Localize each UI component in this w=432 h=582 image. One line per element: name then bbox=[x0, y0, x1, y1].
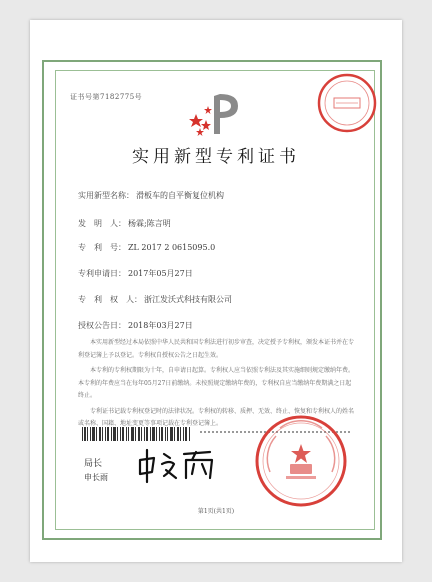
field-inventor bbox=[78, 218, 171, 229]
office-title-label: 局长 bbox=[84, 459, 103, 469]
field-label: 专 利 号： bbox=[78, 243, 126, 252]
field-value: 2017年05月27日 bbox=[128, 269, 193, 278]
field-utility-name bbox=[78, 190, 224, 201]
field-value: 2018年03月27日 bbox=[128, 321, 193, 330]
field-patentee bbox=[78, 294, 232, 305]
field-value: 杨霖;陈言明 bbox=[128, 219, 171, 228]
body-paragraph: 专利证书记载专利权登记时的法律状况。专利权的转移、质押、无效、终止、恢复和专利权人的姓名或名称、国籍、地址变更等事项记载在专利登记簿上。 bbox=[78, 407, 355, 427]
certificate-number: 证书号第7182775号 bbox=[70, 93, 143, 101]
field-label: 发 明 人： bbox=[78, 219, 126, 228]
field-application-date bbox=[78, 268, 193, 279]
barcode-icon bbox=[82, 427, 192, 441]
field-value: ZL 2017 2 0615095.0 bbox=[128, 243, 216, 252]
certificate-title: 实用新型专利证书 bbox=[132, 147, 300, 167]
field-grant-date bbox=[78, 320, 193, 331]
field-label: 专利申请日： bbox=[78, 269, 126, 278]
handwritten-signature-icon bbox=[136, 446, 218, 484]
office-head-name: 申长雨 bbox=[84, 473, 108, 482]
field-value: 滑板车的自平衡复位机构 bbox=[136, 191, 224, 200]
official-seal-icon bbox=[254, 414, 348, 508]
field-label: 实用新型名称： bbox=[78, 191, 134, 200]
field-value: 浙江发沃式科技有限公司 bbox=[144, 295, 232, 304]
field-label: 专 利 权 人： bbox=[78, 295, 142, 304]
body-paragraph: 本实用新型经过本局依照中华人民共和国专利法进行初步审查，决定授予专利权，颁发本证书并在专利登记簿上予以登记。专利权自授权公告之日起生效。 bbox=[78, 339, 355, 359]
body-paragraph: 本专利的专利权期限为十年，自申请日起算。专利权人应当依照专利法及其实施细则规定缴纳年费。本专利的年费应当在每年05月27日前缴纳。未按照规定缴纳年费的，专利权自应当缴纳年费期满之日起终止。 bbox=[78, 367, 355, 399]
field-label: 授权公告日： bbox=[78, 321, 126, 330]
field-patent-number bbox=[78, 242, 215, 253]
patent-office-logo-icon bbox=[188, 90, 244, 140]
seal-top-right-icon bbox=[316, 72, 378, 134]
page-number: 第1页(共1页) bbox=[197, 508, 235, 515]
